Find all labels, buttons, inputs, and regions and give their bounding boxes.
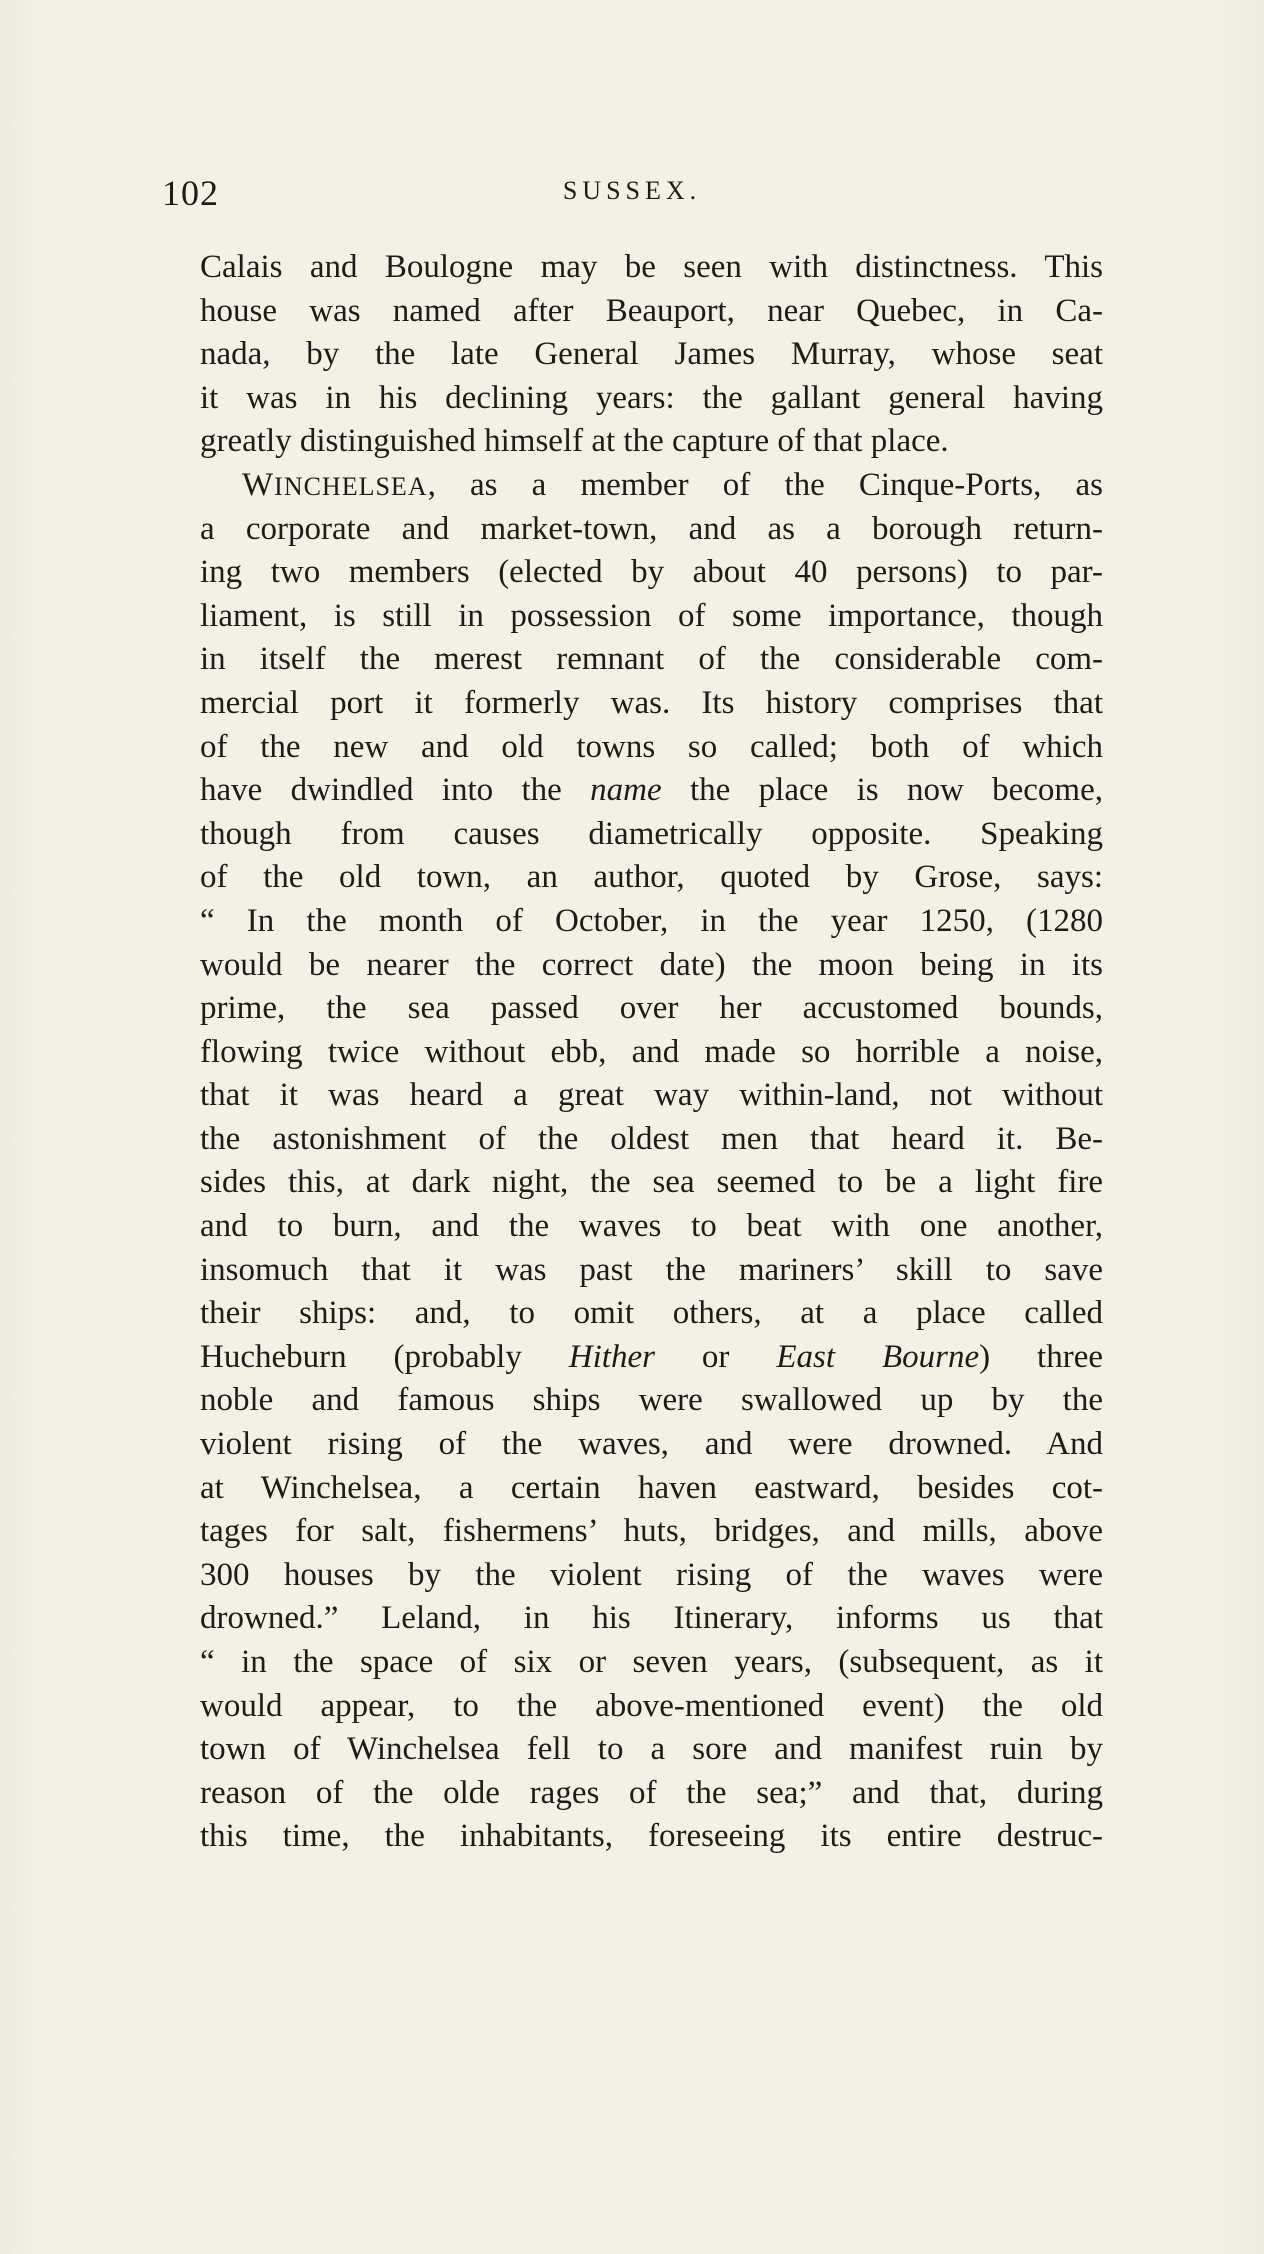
text-segment: the place is now become, <box>661 772 1103 809</box>
page-number: 102 <box>162 173 219 213</box>
text-line: a corporate and market-town, and as a borough return- <box>200 510 1103 547</box>
text-line: and to burn, and the waves to beat with one another, <box>200 1208 1103 1245</box>
text-line: liament, is still in possession of some importance, though <box>200 597 1103 634</box>
body-text <box>200 246 1103 1859</box>
text-line: town of Winchelsea fell to a sore and manifest ruin by <box>200 1731 1103 1768</box>
small-caps-word: INCHELSEA <box>274 471 428 501</box>
running-head: SUSSEX. <box>562 176 702 205</box>
text-line: “ in the space of six or seven years, (subsequent, as it <box>200 1644 1103 1680</box>
text-line: drowned.” Leland, in his Itinerary, informs us that <box>200 1600 1103 1637</box>
text-line: flowing twice without ebb, and made so horrible a noise, <box>200 1033 1103 1070</box>
text-line: it was in his declining years: the gallant general having <box>200 379 1103 416</box>
text-line: greatly distinguished himself at the capture of that place. <box>200 423 949 460</box>
text-line: the astonishment of the oldest men that heard it. Be- <box>200 1120 1103 1157</box>
text-line: in itself the merest remnant of the considerable com- <box>200 641 1103 678</box>
text-line: Calais and Boulogne may be seen with distinctness. This <box>200 249 1103 285</box>
text-line: insomuch that it was past the mariners’ skill to save <box>200 1251 1103 1288</box>
text-line: violent rising of the waves, and were drowned. And <box>200 1426 1103 1463</box>
text-line: of the old town, an author, quoted by Grose, says: <box>200 859 1103 896</box>
small-caps-initial: W <box>242 466 275 503</box>
text-line: ing two members (elected by about 40 persons) to par- <box>200 554 1103 591</box>
text-segment: ) three <box>979 1338 1103 1375</box>
text-line: tages for salt, fishermens’ huts, bridges, and mills, above <box>200 1513 1103 1550</box>
text-line: would appear, to the above-mentioned event) the old <box>200 1687 1103 1724</box>
text-line: mercial port it formerly was. Its history comprises that <box>200 684 1103 721</box>
text-segment: , as a member of the Cinque-Ports, as <box>427 466 1103 503</box>
text-line: nada, by the late General James Murray, whose seat <box>200 336 1103 373</box>
text-line: sides this, at dark night, the sea seemed to be a light fire <box>200 1164 1103 1201</box>
italic-word: Hither <box>568 1338 655 1375</box>
text-line: noble and famous ships were swallowed up by the <box>200 1382 1103 1419</box>
italic-word: name <box>590 772 662 809</box>
text-line: though from causes diametrically opposite. Speaking <box>200 815 1103 852</box>
text-line: at Winchelsea, a certain haven eastward, besides cot- <box>200 1469 1103 1506</box>
text-line: that it was heard a great way within-land, not without <box>200 1077 1103 1114</box>
text-line: this time, the inhabitants, foreseeing its entire destruc- <box>200 1818 1103 1855</box>
text-segment: or <box>654 1338 777 1375</box>
italic-word: East Bourne <box>776 1338 980 1375</box>
text-line: would be nearer the correct date) the moon being in its <box>200 946 1103 983</box>
page-header <box>162 172 1102 222</box>
text-line: reason of the olde rages of the sea;” and that, during <box>200 1774 1103 1811</box>
text-line: house was named after Beauport, near Quebec, in Ca- <box>200 292 1103 329</box>
text-segment: Hucheburn (probably <box>200 1338 569 1375</box>
text-line: 300 houses by the violent rising of the waves were <box>200 1556 1103 1593</box>
text-line <box>200 1336 1103 1380</box>
text-segment: have dwindled into the <box>200 772 591 809</box>
text-line-paragraph-start <box>200 464 1103 508</box>
text-line: their ships: and, to omit others, at a place called <box>200 1295 1103 1332</box>
text-line: of the new and old towns so called; both of which <box>200 728 1103 765</box>
text-line <box>200 769 1103 813</box>
text-line: prime, the sea passed over her accustomed bounds, <box>200 990 1103 1027</box>
text-line: “ In the month of October, in the year 1250, (1280 <box>200 902 1103 939</box>
